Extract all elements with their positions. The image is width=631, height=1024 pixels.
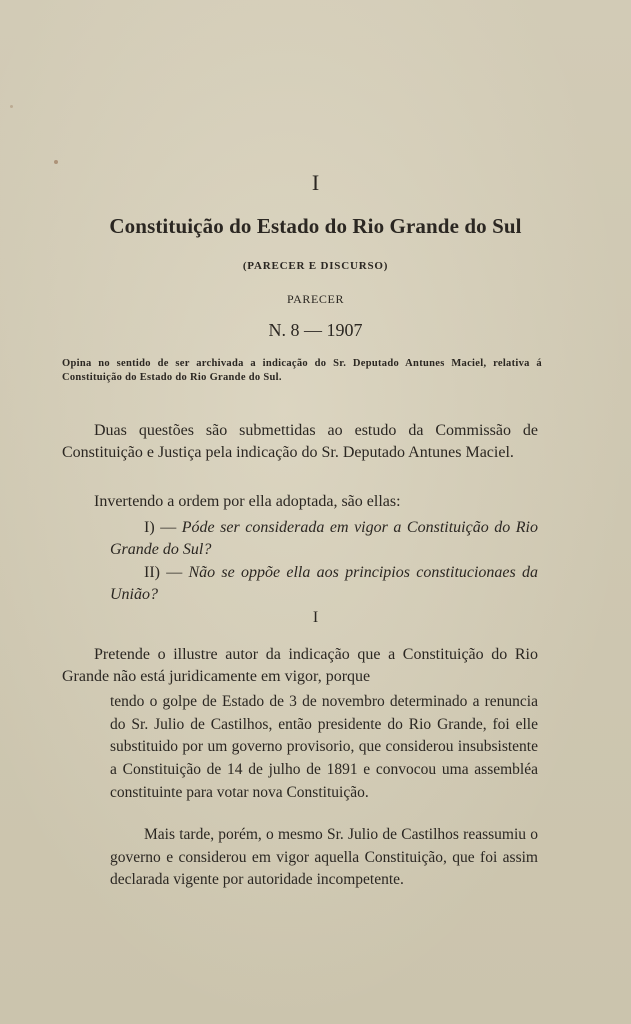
question-1 [110,517,538,561]
chapter-number: I [311,170,320,195]
document-subtitle: (PARECER E DISCURSO) [242,260,389,272]
summary-text: Opina no sentido de ser archivada a indicação do Sr. Deputado Antunes Maciel, relativa á Constituição do Estado do Rio Grande do Sul. [62,358,542,383]
paragraph-1: Duas questões são submettidas ao estudo da Commissão de Constituição e Justiça pela indicação do Sr. Deputado Antunes Maciel. [62,422,538,461]
question-1-prefix: I) — [144,519,182,536]
paragraph-3: Pretende o illustre autor da indicação que a Constituição do Rio Grande não está juridicamente em vigor, porque [62,646,538,685]
question-2-text: Não se oppõe ella aos principios constitucionaes da União? [110,564,539,603]
quote-paragraph-1: tendo o golpe de Estado de 3 de novembro determinado a renuncia do Sr. Julio de Castilhos, então presidente do Rio Grande, foi elle substituido por um governo provisorio, que considerou insubsistente a Constituição de 14 de julho de 1891 e convocou uma assembléa constituinte para votar nova Constituição. [110,693,538,801]
paper-speck [10,105,13,108]
document-kind: PARECER [286,292,345,306]
quote-paragraph-2: Mais tarde, porém, o mesmo Sr. Julio de Castilhos reassumiu o governo e considerou em vigor aquella Constituição, que foi assim declarada vigente por autoridade incompetente. [110,826,538,889]
document-title: Constituição do Estado do Rio Grande do Sul [109,214,522,238]
paragraph-2: Invertendo a ordem por ella adoptada, são ellas: [94,493,401,510]
section-mark: I [312,609,319,626]
question-2-prefix: II) — [144,564,189,581]
document-number: N. 8 — 1907 [268,320,363,340]
question-2 [110,562,538,606]
paper-speck [54,160,58,164]
question-1-text: Póde ser considerada em vigor a Constituição do Rio Grande do Sul? [110,519,538,558]
